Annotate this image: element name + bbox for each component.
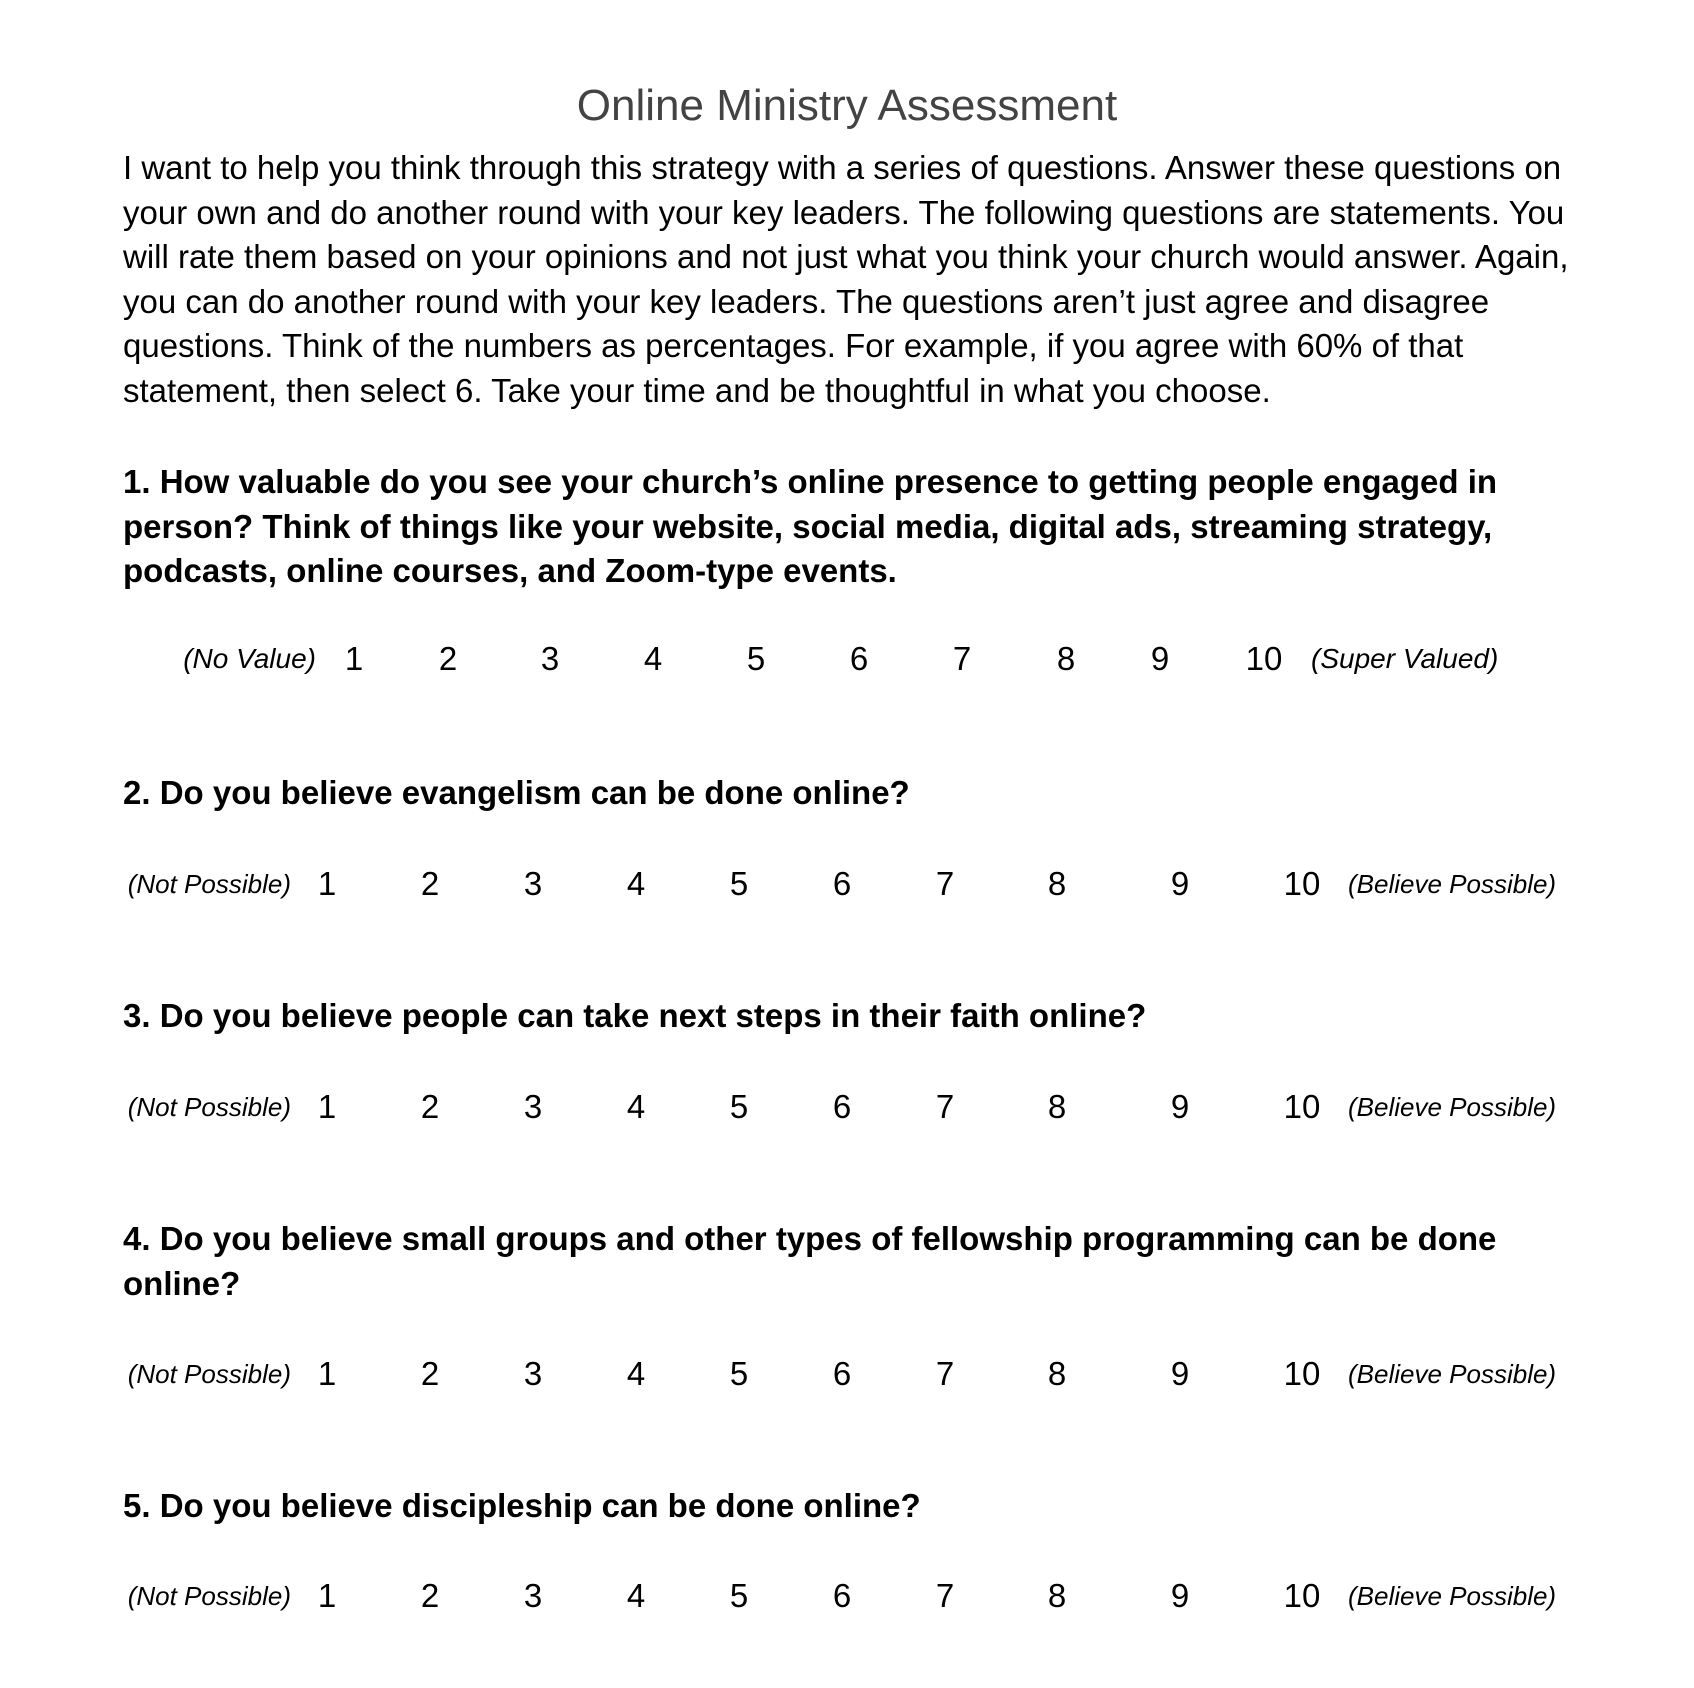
document-title: Online Ministry Assessment xyxy=(576,81,1118,130)
question-4-option-6[interactable]: 6 xyxy=(832,1355,852,1392)
question-1-option-6[interactable]: 6 xyxy=(849,640,869,677)
question-2-scale xyxy=(0,859,1694,909)
question-5-option-3[interactable]: 3 xyxy=(523,1577,543,1614)
question-1-option-9[interactable]: 9 xyxy=(1150,640,1170,677)
question-1-option-10[interactable]: 10 xyxy=(1245,640,1283,677)
question-1-option-8[interactable]: 8 xyxy=(1056,640,1076,677)
question-3-option-6[interactable]: 6 xyxy=(832,1088,852,1125)
question-2-option-10[interactable]: 10 xyxy=(1283,865,1321,902)
question-5-option-9[interactable]: 9 xyxy=(1170,1577,1190,1614)
question-1-option-7[interactable]: 7 xyxy=(952,640,972,677)
question-5-option-7[interactable]: 7 xyxy=(935,1577,955,1614)
question-4-text: 4. Do you believe small groups and other types of fellowship programming can be done online? xyxy=(123,1220,1497,1302)
question-3-option-9[interactable]: 9 xyxy=(1170,1088,1190,1125)
question-3-option-3[interactable]: 3 xyxy=(523,1088,543,1125)
question-2-option-3[interactable]: 3 xyxy=(523,865,543,902)
question-4-option-1[interactable]: 1 xyxy=(317,1355,337,1392)
question-3-high-label: (Believe Possible) xyxy=(1348,1092,1557,1122)
question-1-high-label: (Super Valued) xyxy=(1311,643,1499,674)
question-2-option-4[interactable]: 4 xyxy=(626,865,646,902)
question-4-option-8[interactable]: 8 xyxy=(1047,1355,1067,1392)
question-4-option-9[interactable]: 9 xyxy=(1170,1355,1190,1392)
question-1-option-2[interactable]: 2 xyxy=(438,640,458,677)
question-3-option-10[interactable]: 10 xyxy=(1283,1088,1321,1125)
question-4-option-5[interactable]: 5 xyxy=(729,1355,749,1392)
question-4-option-3[interactable]: 3 xyxy=(523,1355,543,1392)
question-3-option-5[interactable]: 5 xyxy=(729,1088,749,1125)
question-5-option-4[interactable]: 4 xyxy=(626,1577,646,1614)
question-3-scale xyxy=(0,1082,1694,1132)
question-5-option-2[interactable]: 2 xyxy=(420,1577,440,1614)
intro-paragraph: I want to help you think through this strategy with a series of questions. Answer these questions on your own and do another round with your key leaders. The following questions are statements. You will rate them based on your opinions and not just what you think your church would answer. Again, you can do another round with your key leaders. The questions aren’t just agree and disagree questions. Think of the numbers as percentages. For example, if you agree with 60% of that statement, then select 6. Take your time and be thoughtful in what you choose. xyxy=(123,149,1569,409)
question-2-option-5[interactable]: 5 xyxy=(729,865,749,902)
question-2-option-7[interactable]: 7 xyxy=(935,865,955,902)
question-2-option-2[interactable]: 2 xyxy=(420,865,440,902)
question-3-low-label: (Not Possible) xyxy=(127,1092,291,1122)
question-2-option-6[interactable]: 6 xyxy=(832,865,852,902)
question-4-scale xyxy=(0,1349,1694,1399)
question-5-option-10[interactable]: 10 xyxy=(1283,1577,1321,1614)
question-3-option-1[interactable]: 1 xyxy=(317,1088,337,1125)
question-1-scale xyxy=(0,634,1694,684)
question-5-low-label: (Not Possible) xyxy=(127,1581,291,1611)
question-2-high-label: (Believe Possible) xyxy=(1348,869,1557,899)
question-5-option-8[interactable]: 8 xyxy=(1047,1577,1067,1614)
question-4-low-label: (Not Possible) xyxy=(127,1359,291,1389)
question-3-option-4[interactable]: 4 xyxy=(626,1088,646,1125)
question-3-option-8[interactable]: 8 xyxy=(1047,1088,1067,1125)
question-2-option-9[interactable]: 9 xyxy=(1170,865,1190,902)
question-5-option-1[interactable]: 1 xyxy=(317,1577,337,1614)
question-2-low-label: (Not Possible) xyxy=(127,869,291,899)
question-2-text: 2. Do you believe evangelism can be done online? xyxy=(123,774,910,811)
question-2-option-1[interactable]: 1 xyxy=(317,865,337,902)
question-5-option-5[interactable]: 5 xyxy=(729,1577,749,1614)
question-5-scale xyxy=(0,1571,1694,1621)
question-1-option-1[interactable]: 1 xyxy=(344,640,364,677)
question-1-text: 1. How valuable do you see your church’s online presence to getting people engaged in person? Think of things like your website, social media, digital ads, streaming strategy, podcasts, online courses, and Zoom-type events. xyxy=(123,463,1498,589)
question-3-text: 3. Do you believe people can take next steps in their faith online? xyxy=(123,997,1147,1034)
question-1-option-5[interactable]: 5 xyxy=(746,640,766,677)
question-3-option-7[interactable]: 7 xyxy=(935,1088,955,1125)
question-4-option-7[interactable]: 7 xyxy=(935,1355,955,1392)
question-5-high-label: (Believe Possible) xyxy=(1348,1581,1557,1611)
question-2-option-8[interactable]: 8 xyxy=(1047,865,1067,902)
question-1-low-label: (No Value) xyxy=(183,643,316,674)
question-4-option-10[interactable]: 10 xyxy=(1283,1355,1321,1392)
question-1-option-4[interactable]: 4 xyxy=(643,640,663,677)
question-5-option-6[interactable]: 6 xyxy=(832,1577,852,1614)
question-4-high-label: (Believe Possible) xyxy=(1348,1359,1557,1389)
question-5-text: 5. Do you believe discipleship can be done online? xyxy=(123,1487,921,1524)
question-4-option-2[interactable]: 2 xyxy=(420,1355,440,1392)
question-4-option-4[interactable]: 4 xyxy=(626,1355,646,1392)
question-3-option-2[interactable]: 2 xyxy=(420,1088,440,1125)
question-1-option-3[interactable]: 3 xyxy=(540,640,560,677)
